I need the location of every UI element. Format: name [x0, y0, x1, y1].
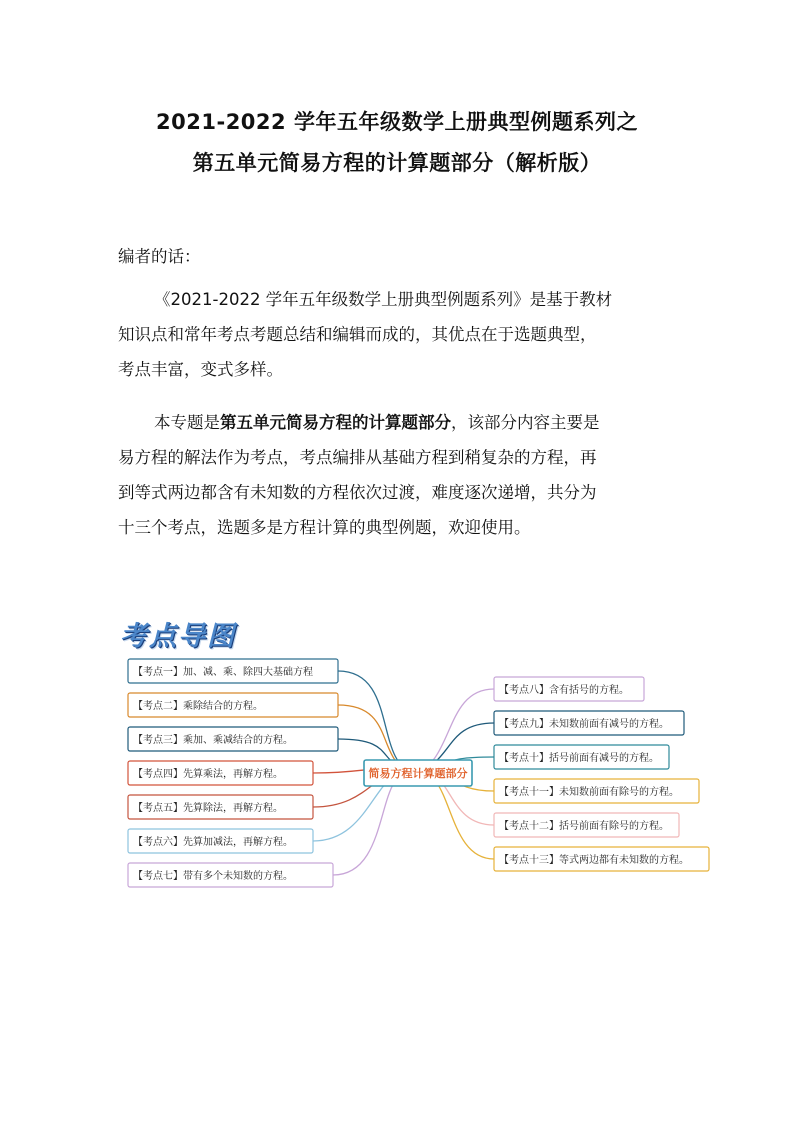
mindmap-center-node [364, 760, 472, 786]
topic-node-right-6 [494, 847, 709, 871]
center-label: 简易方程计算题部分 [368, 767, 468, 780]
text-line: 本专题是第五单元简易方程的计算题部分，该部分内容主要是 [154, 413, 600, 432]
topic-node-left-2 [128, 693, 338, 717]
editor-note-heading: 编者的话： [118, 247, 201, 266]
topic-node-left-4 [128, 761, 313, 785]
topic-node-left-5 [128, 795, 313, 819]
highlight-text: 第五单元简易方程的计算题部分 [220, 413, 451, 432]
topic-label: 【考点十一】未知数前面有除号的方程。 [499, 787, 679, 798]
topic-label: 【考点十】括号前面有减号的方程。 [499, 753, 659, 764]
topic-node-left-6 [128, 829, 313, 853]
document-title-line-1: 2021-2022 学年五年级数学上册典型例题系列之 [156, 110, 638, 134]
topic-label: 【考点三】乘加、乘减结合的方程。 [133, 735, 293, 746]
mindmap-heading: 考点导图 [120, 621, 236, 652]
topic-node-right-3 [494, 745, 669, 769]
mindmap-nodes [128, 659, 709, 887]
document-title-line-2: 第五单元简易方程的计算题部分（解析版） [192, 151, 602, 175]
topic-node-left-7 [128, 863, 333, 887]
topic-label: 【考点一】加、减、乘、除四大基础方程 [133, 667, 313, 678]
text-line: 易方程的解法作为考点，考点编排从基础方程到稍复杂的方程，再 [118, 448, 597, 467]
topic-node-right-1 [494, 677, 644, 701]
text-line: 知识点和常年考点考题总结和编辑而成的，其优点在于选题典型， [118, 325, 597, 344]
text-line: 考点丰富，变式多样。 [118, 360, 283, 379]
topic-label: 【考点八】含有括号的方程。 [499, 685, 629, 696]
topic-label: 【考点十三】等式两边都有未知数的方程。 [499, 855, 689, 866]
topic-label: 【考点五】先算除法，再解方程。 [133, 803, 283, 814]
topic-label: 【考点四】先算乘法，再解方程。 [133, 769, 283, 780]
text-line: 《2021-2022 学年五年级数学上册典型例题系列》是基于教材 [154, 290, 613, 309]
topic-node-right-5 [494, 813, 679, 837]
text-line: 十三个考点，选题多是方程计算的典型例题，欢迎使用。 [118, 518, 531, 537]
topic-label: 【考点二】乘除结合的方程。 [133, 701, 263, 712]
connector-line [333, 772, 414, 875]
topic-node-right-2 [494, 711, 684, 735]
topic-label: 【考点九】未知数前面有减号的方程。 [499, 719, 669, 730]
topic-label: 【考点六】先算加减法，再解方程。 [133, 837, 293, 848]
topic-label: 【考点七】带有多个未知数的方程。 [133, 871, 293, 882]
text-line: 到等式两边都含有未知数的方程依次过渡，难度逐次递增，共分为 [118, 483, 597, 502]
topic-label: 【考点十二】括号前面有除号的方程。 [499, 821, 669, 832]
topic-node-right-4 [494, 779, 699, 803]
topic-node-left-3 [128, 727, 338, 751]
topic-node-left-1 [128, 659, 338, 683]
